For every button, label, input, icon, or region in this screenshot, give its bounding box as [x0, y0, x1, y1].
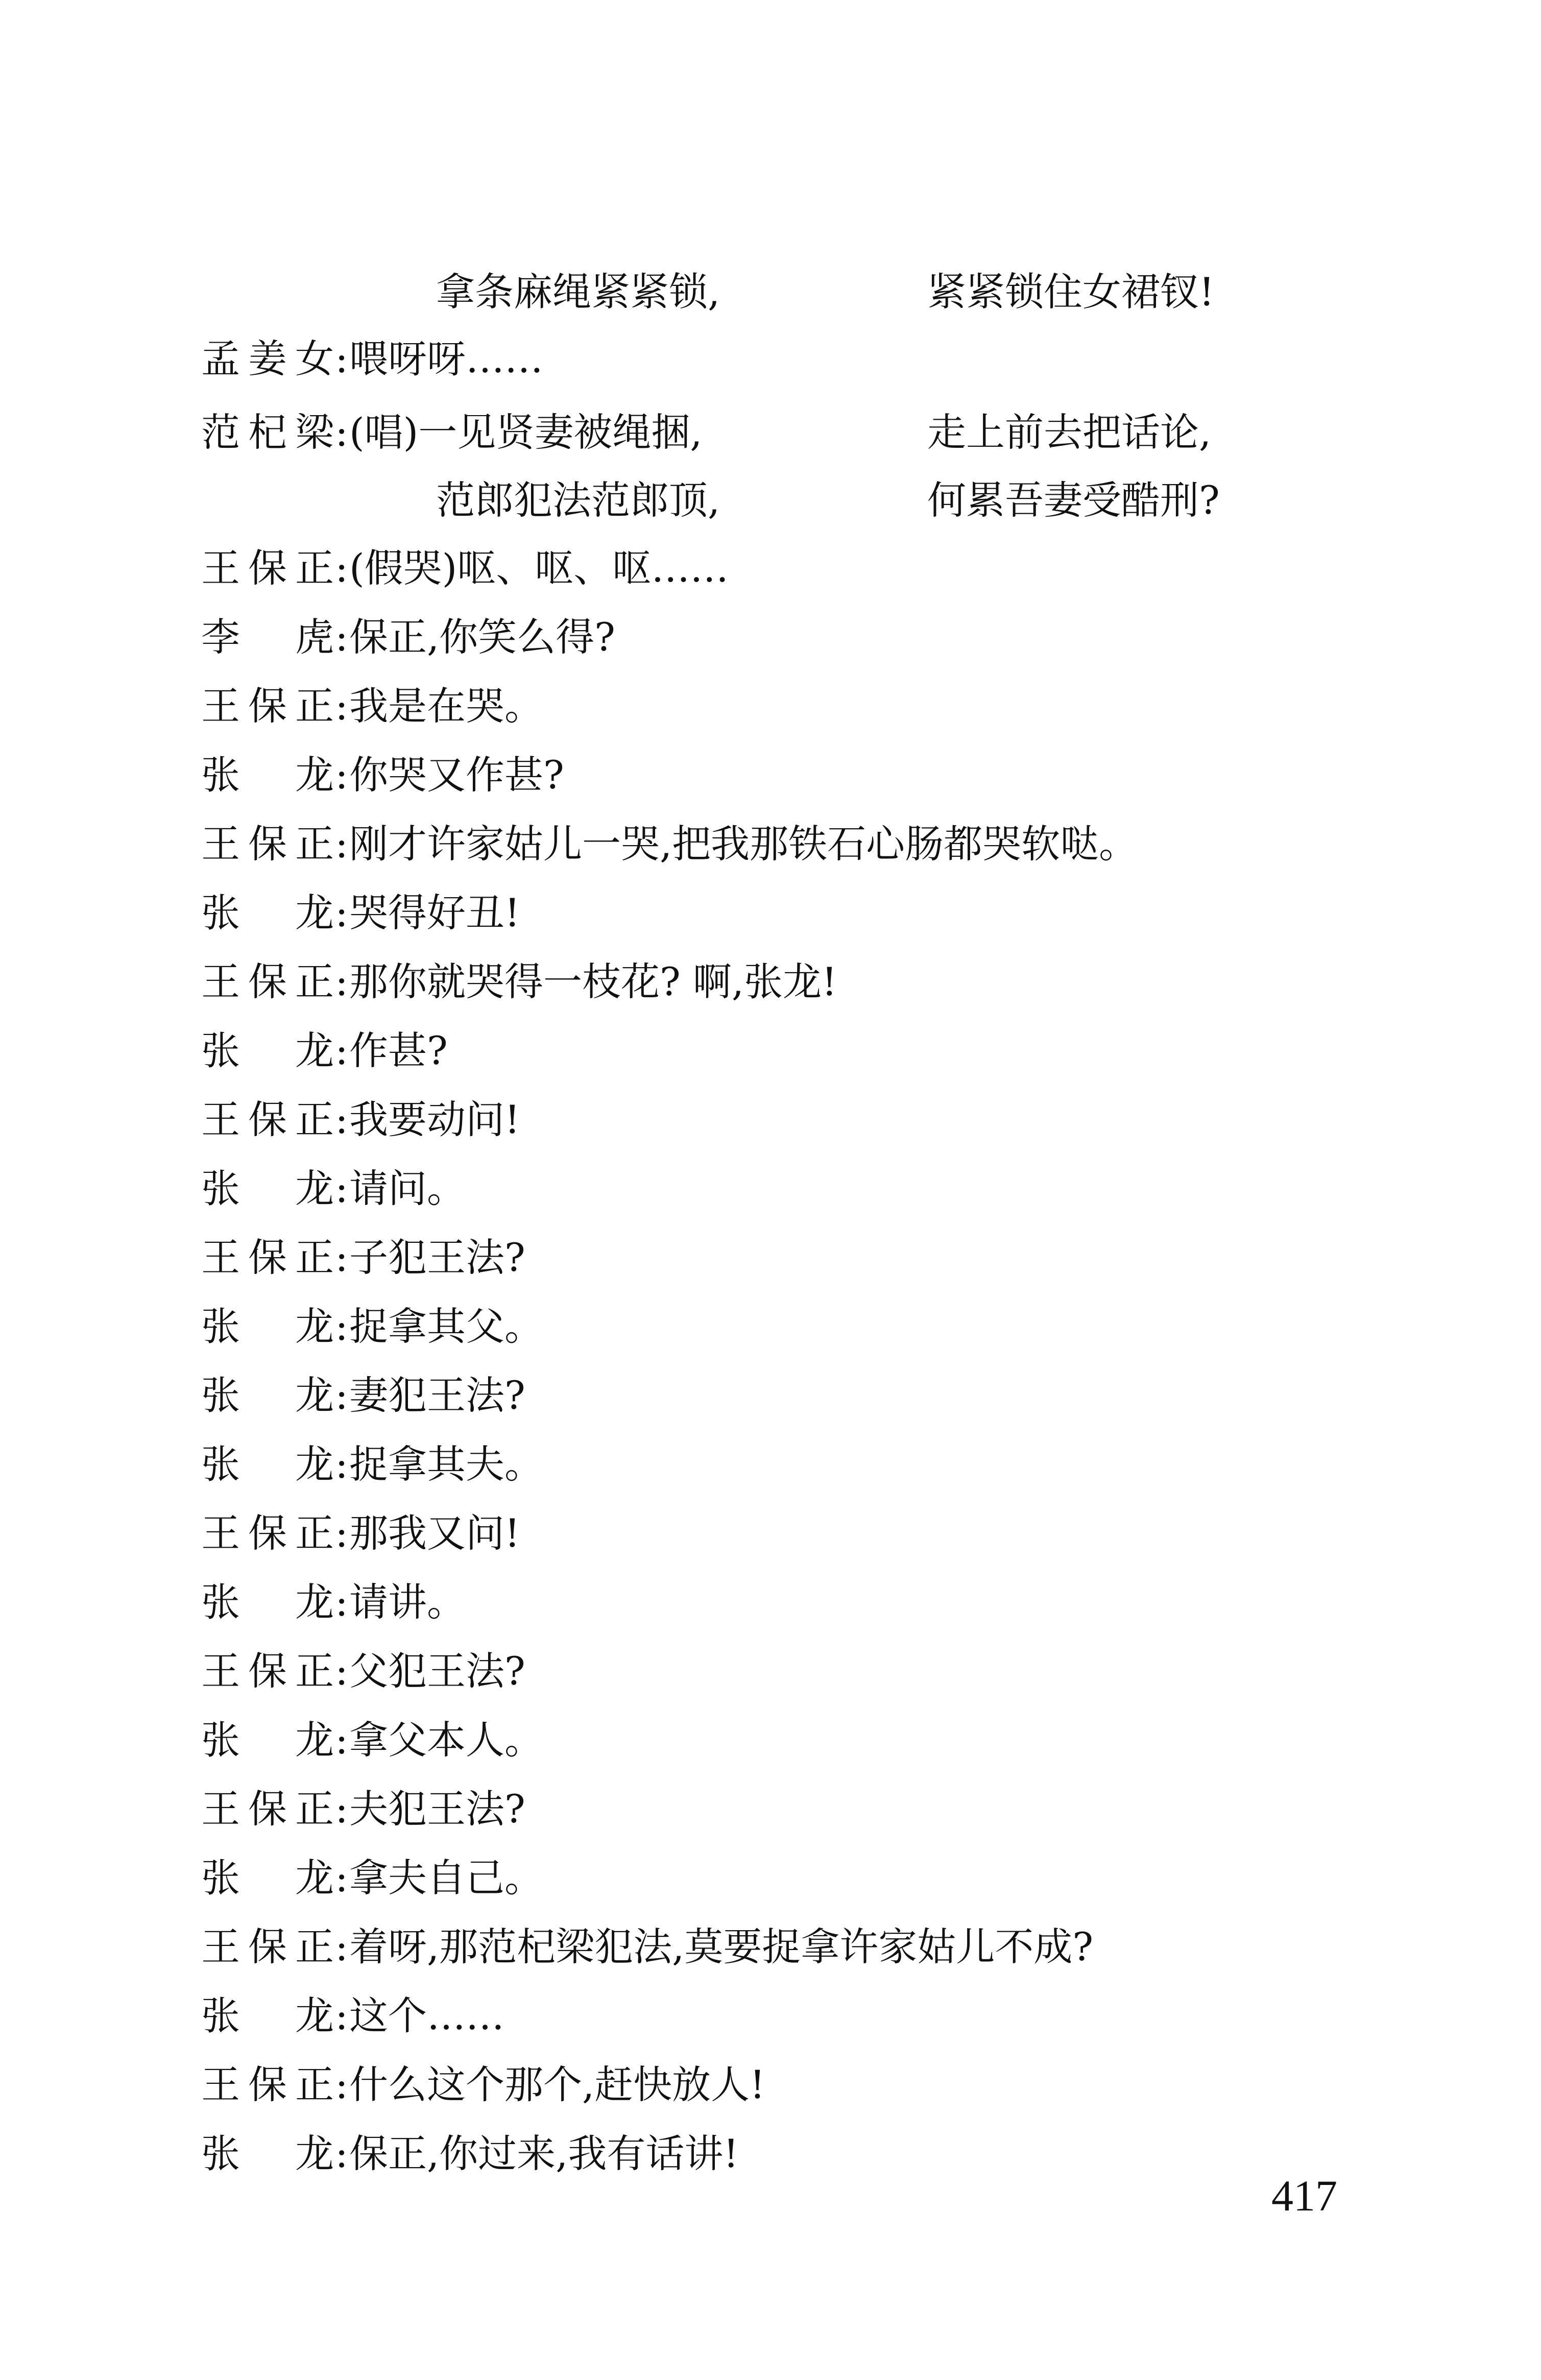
speaker-name: 张 龙 — [201, 1166, 334, 1211]
speaker-colon: : — [335, 1993, 348, 2038]
speaker-name: 王保正 — [201, 1097, 334, 1142]
speaker-colon: : — [335, 1786, 348, 1832]
dialogue-line — [201, 676, 543, 737]
dialogue-line — [201, 2123, 739, 2184]
dialogue-line — [201, 1296, 543, 1357]
dialogue-text: 这个…… — [349, 1993, 504, 2038]
speaker-colon: : — [335, 959, 348, 1004]
speaker-colon: : — [335, 336, 348, 381]
speaker-colon: : — [335, 1717, 348, 1763]
speaker-name: 张 龙 — [201, 1304, 334, 1349]
speaker-colon: : — [335, 1441, 348, 1487]
dialogue-line — [201, 1158, 466, 1219]
speaker-colon: : — [335, 1028, 348, 1073]
verse-line-1-right: 紧紧锁住女裙钗! — [927, 269, 1215, 315]
speaker-colon: : — [335, 1648, 348, 1694]
dialogue-line — [201, 1089, 520, 1150]
speaker-colon: : — [335, 545, 348, 591]
speaker-colon: : — [335, 1373, 348, 1418]
dialogue-text: 那我又问! — [349, 1510, 520, 1556]
dialogue-text: 我是在哭。 — [349, 683, 543, 729]
speaker-name: 范杞梁 — [201, 410, 334, 455]
dialogue-text: 喂呀呀…… — [349, 336, 543, 381]
dialogue-line — [201, 951, 837, 1013]
dialogue-text: 我要动问! — [349, 1097, 520, 1142]
speaker-name: 张 龙 — [201, 1441, 334, 1487]
dialogue-line — [201, 538, 729, 599]
dialogue-text: 子犯王法? — [349, 1235, 525, 1280]
speaker-name: 张 龙 — [201, 1373, 334, 1418]
dialogue-line — [201, 1020, 448, 1081]
dialogue-text: 请问。 — [349, 1166, 466, 1211]
speaker-colon: : — [335, 821, 348, 867]
dialogue-line — [201, 1503, 520, 1564]
speaker-name: 王保正 — [201, 1924, 334, 1969]
speaker-name: 王保正 — [201, 1648, 334, 1694]
dialogue-text: 保正,你笑么得? — [349, 614, 615, 660]
speaker-name: 张 龙 — [201, 1579, 334, 1625]
speaker-name: 张 龙 — [201, 2131, 334, 2176]
verse-line-2-right: 何累吾妻受酷刑? — [927, 477, 1220, 523]
speaker-name: 张 龙 — [201, 1717, 334, 1763]
dialogue-text: 着呀,那范杞梁犯法,莫要捉拿许家姑儿不成? — [349, 1924, 1094, 1969]
speaker-name: 王保正 — [201, 545, 334, 591]
speaker-name: 王保正 — [201, 1510, 334, 1556]
dialogue-text: 父犯王法? — [349, 1648, 525, 1694]
speaker-name: 王保正 — [201, 1786, 334, 1832]
dialogue-line — [201, 1434, 543, 1495]
speaker-name: 孟姜女 — [201, 336, 334, 381]
speaker-colon: : — [335, 1510, 348, 1556]
dialogue-text: 保正,你过来,我有话讲! — [349, 2131, 739, 2176]
speaker-name: 王保正 — [201, 683, 334, 729]
verse-line-right: 走上前去把话论, — [927, 410, 1212, 455]
dialogue-text: 哭得好丑! — [349, 890, 520, 935]
speaker-colon: : — [335, 1855, 348, 1901]
speaker-colon: : — [335, 410, 348, 455]
dialogue-line — [201, 607, 615, 668]
speaker-colon: : — [335, 683, 348, 729]
speaker-name: 张 龙 — [201, 890, 334, 935]
speaker-name: 李 虎 — [201, 614, 334, 660]
dialogue-text: 妻犯王法? — [349, 1373, 525, 1418]
dialogue-line — [201, 1365, 525, 1426]
speaker-colon: : — [335, 890, 348, 935]
dialogue-line — [201, 402, 702, 463]
dialogue-text: 你哭又作甚? — [349, 752, 564, 798]
speaker-name: 张 龙 — [201, 1028, 334, 1073]
speaker-colon: : — [335, 2131, 348, 2176]
dialogue-line — [201, 1847, 543, 1909]
speaker-name: 王保正 — [201, 1235, 334, 1280]
page-number: 417 — [1271, 2171, 1337, 2220]
dialogue-line — [201, 1641, 525, 1702]
dialogue-text: 拿夫自己。 — [349, 1855, 543, 1901]
dialogue-line — [201, 1985, 504, 2047]
speaker-name: 张 龙 — [201, 1993, 334, 2038]
dialogue-text: 夫犯王法? — [349, 1786, 525, 1832]
dialogue-line — [201, 1778, 525, 1840]
verse-line-1-left: 拿条麻绳紧紧锁, — [436, 269, 720, 315]
dialogue-text: 什么这个那个,赶快放人! — [349, 2062, 765, 2107]
speaker-colon: : — [335, 614, 348, 660]
dialogue-line — [201, 328, 543, 390]
speaker-colon: : — [335, 1097, 348, 1142]
dialogue-text: 请讲。 — [349, 1579, 466, 1625]
dialogue-text: 那你就哭得一枝花? 啊,张龙! — [349, 959, 837, 1004]
speaker-name: 张 龙 — [201, 752, 334, 798]
speaker-name: 王保正 — [201, 821, 334, 867]
dialogue-line — [201, 882, 520, 944]
speaker-colon: : — [335, 752, 348, 798]
dialogue-line — [201, 1916, 1093, 1978]
dialogue-text: 拿父本人。 — [349, 1717, 543, 1763]
dialogue-line — [201, 1710, 543, 1771]
dialogue-text: (假哭)呕、呕、呕…… — [349, 545, 729, 591]
dialogue-line — [201, 1227, 525, 1288]
speaker-colon: : — [335, 1579, 348, 1625]
speaker-colon: : — [335, 1166, 348, 1211]
dialogue-line — [201, 744, 564, 806]
speaker-colon: : — [335, 1924, 348, 1969]
speaker-colon: : — [335, 2062, 348, 2107]
dialogue-line — [201, 2054, 765, 2115]
dialogue-text: (唱)一见贤妻被绳捆, — [349, 410, 703, 455]
dialogue-text: 作甚? — [349, 1028, 448, 1073]
dialogue-line — [201, 813, 1138, 875]
dialogue-text: 捉拿其夫。 — [349, 1441, 543, 1487]
speaker-name: 张 龙 — [201, 1855, 334, 1901]
speaker-name: 王保正 — [201, 959, 334, 1004]
speaker-name: 王保正 — [201, 2062, 334, 2107]
dialogue-line — [201, 1572, 466, 1633]
speaker-colon: : — [335, 1304, 348, 1349]
speaker-colon: : — [335, 1235, 348, 1280]
dialogue-text: 捉拿其父。 — [349, 1304, 543, 1349]
dialogue-text: 刚才许家姑儿一哭,把我那铁石心肠都哭软哒。 — [349, 821, 1138, 867]
verse-line-2-left: 范郎犯法范郎顶, — [436, 477, 720, 523]
